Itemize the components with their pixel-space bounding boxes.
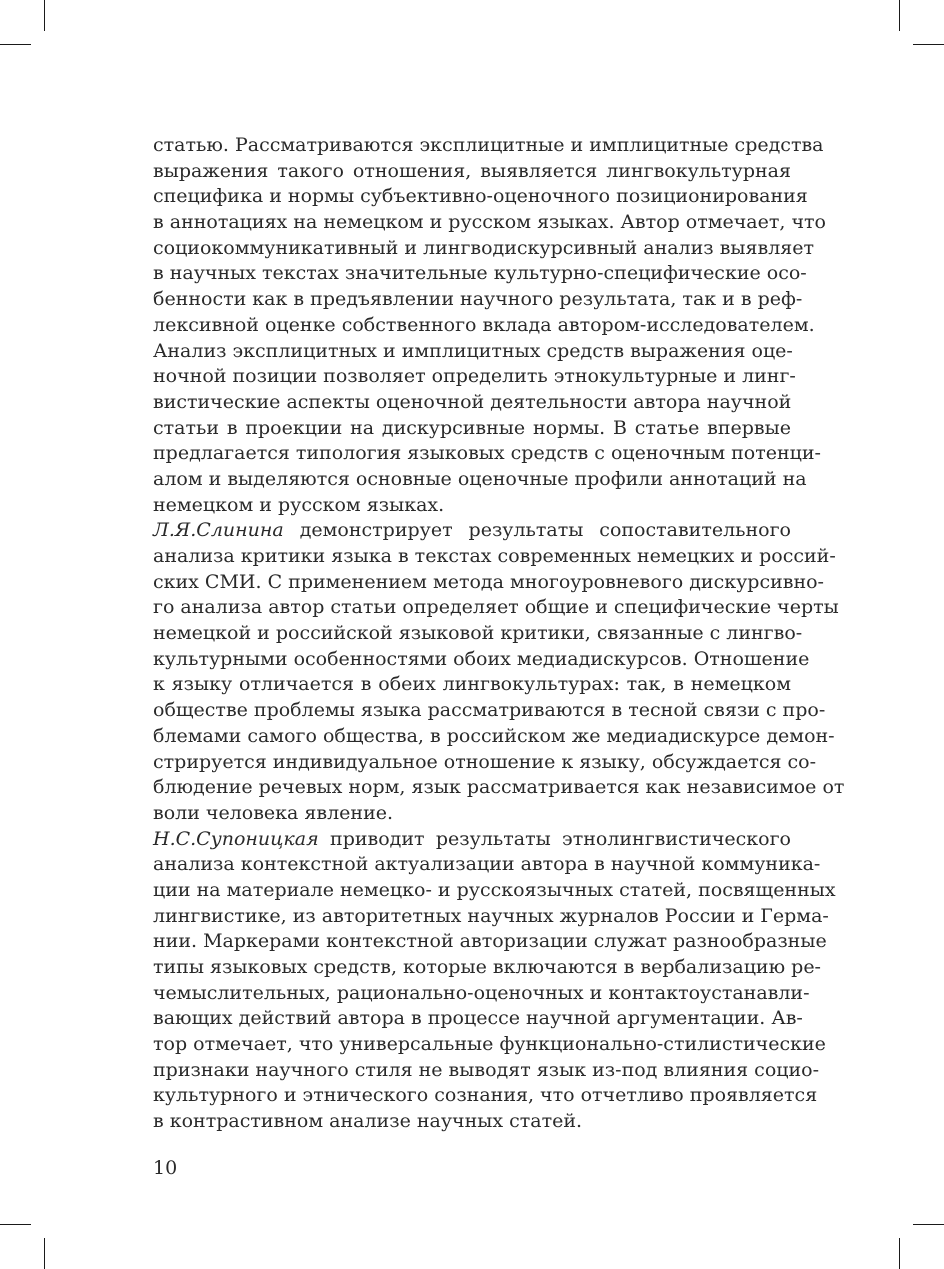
paragraph1-line: Анализ эксплицитных и имплицитных средств выражения оце-: [153, 339, 793, 362]
crop-mark-top-right-horizontal: [913, 44, 944, 45]
paragraph1-line: статьи в проекции на дискурсивные нормы. В статье впервые: [153, 416, 791, 439]
paragraph2-line: к языку отличается в обеих лингвокультурах: так, в немецком: [153, 673, 791, 696]
paragraph1-line: ночной позиции позволяет определить этнокультурные и линг-: [153, 365, 796, 388]
paragraph2-line: блемами самого общества, в российском же медиадискурсе демон-: [153, 724, 835, 747]
paragraph3-line: анализа контекстной актуализации автора в научной коммуника-: [153, 853, 821, 876]
paragraph-2-first-line: [153, 518, 791, 544]
paragraph1-line: в научных текстах значительные культурно-специфические осо-: [153, 262, 807, 285]
paragraph3-line: в контрастивном анализе научных статей.: [153, 1110, 583, 1133]
author-name-slinina: Л.Я.Слинина: [153, 519, 284, 542]
paragraph3-line: лингвистике, из авторитетных научных журналов России и Герма-: [153, 904, 829, 927]
crop-mark-top-left-vertical: [44, 0, 45, 31]
paragraph3-line: чемыслительных, рационально-оценочных и контактоустанавли-: [153, 981, 810, 1004]
paragraph1-line: немецком и русском языках.: [153, 493, 445, 516]
paragraph3-line: культурного и этнического сознания, что отчетливо проявляется: [153, 1084, 818, 1107]
paragraph2-line: обществе проблемы языка рассматриваются в тесной связи с про-: [153, 699, 826, 722]
crop-mark-top-right-vertical: [899, 0, 900, 31]
paragraph3-line: признаки научного стиля не выводят язык из-под влияния социо-: [153, 1058, 820, 1081]
paragraph2-line: культурными особенностями обоих медиадискурсов. Отношение: [153, 647, 810, 670]
paragraph2-line: немецкой и российской языковой критики, связанные с лингво-: [153, 622, 803, 645]
paragraph1-line: социокоммуникативный и лингводискурсивный анализ выявляет: [153, 236, 815, 259]
crop-mark-bottom-left-horizontal: [0, 1224, 31, 1225]
paragraph2-line: анализа критики языка в текстах современных немецких и россий-: [153, 545, 836, 567]
paragraph1-line: предлагается типология языковых средств с оценочным потенци-: [153, 442, 821, 465]
paragraph1-line: специфика и нормы субъективно-оценочного позиционирования: [153, 185, 808, 208]
paragraph2-line: воли человека явление.: [153, 801, 394, 824]
paragraph2-line: го анализа автор статьи определяет общие и специфические черты: [153, 596, 839, 619]
crop-mark-bottom-right-vertical: [899, 1238, 900, 1269]
paragraph1-line: статью. Рассматриваются эксплицитные и имплицитные средства: [153, 134, 824, 156]
paragraph1-line: в аннотациях на немецком и русском языках. Автор отмечает, что: [153, 211, 826, 234]
author-name-suponitskaya: Н.С.Супоницкая: [153, 827, 319, 850]
crop-mark-top-left-horizontal: [0, 44, 31, 45]
paragraph-2: [153, 518, 845, 826]
paragraph3-line: нии. Маркерами контекстной авторизации служат разнообразные: [153, 930, 827, 953]
crop-mark-bottom-left-vertical: [44, 1238, 45, 1269]
page-number: 10: [153, 1157, 178, 1179]
paragraph-1: [153, 133, 826, 518]
paragraph3-line: вающих действий автора в процессе научной аргументации. Ав-: [153, 1007, 803, 1030]
paragraph3-line: тор отмечает, что универсальные функционально-стилистические: [153, 1033, 826, 1056]
paragraph-3-first-line: [153, 827, 791, 853]
paragraph1-line: лексивной оценке собственного вклада автором-исследователем.: [153, 313, 815, 336]
crop-mark-bottom-right-horizontal: [913, 1224, 944, 1225]
paragraph2-line: стрируется индивидуальное отношение к языку, обсуждается со-: [153, 750, 817, 773]
paragraph1-line: бенности как в предъявлении научного результата, так и в реф-: [153, 288, 803, 311]
paragraph3-line: ции на материале немецко- и русскоязычных статей, посвященных: [153, 878, 836, 901]
paragraph2-line: ских СМИ. С применением метода многоуровневого дискурсивно-: [153, 570, 824, 593]
paragraph2-line: блюдение речевых норм, язык рассматривается как независимое от: [153, 776, 845, 799]
paragraph1-line: алом и выделяются основные оценочные профили аннотаций на: [153, 467, 807, 490]
paragraph-2-first-line-text: демонстрирует результаты сопоставительного: [283, 519, 791, 542]
paragraph-3: [153, 827, 836, 1135]
paragraph1-line: вистические аспекты оценочной деятельности автора научной: [153, 390, 792, 413]
paragraph1-line: выражения такого отношения, выявляется лингвокультурная: [153, 159, 791, 182]
paragraph-3-first-line-text: приводит результаты этнолингвистического: [318, 827, 791, 850]
paragraph3-line: типы языковых средств, которые включаются в вербализацию ре-: [153, 956, 821, 978]
body-text: [153, 133, 845, 1135]
